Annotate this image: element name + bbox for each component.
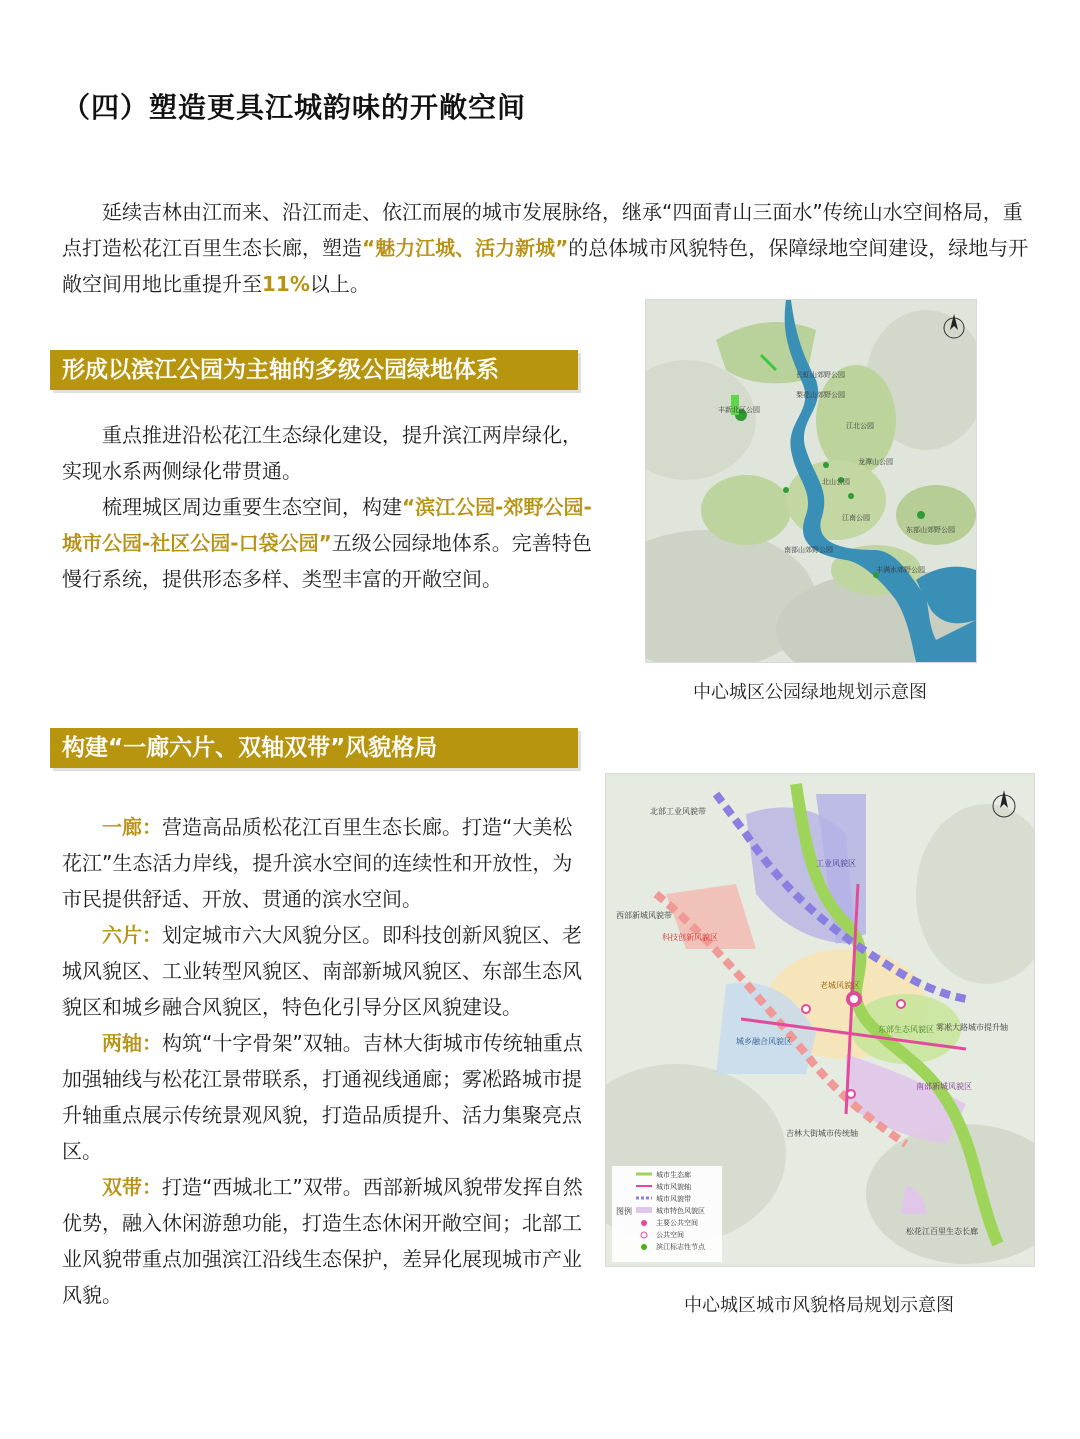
section1-p2-text-a: 梳理城区周边重要生态空间，构建	[102, 495, 402, 519]
intro-highlight-1: “魅力江城、活力新城”	[362, 236, 569, 260]
item-4-lead: 双带：	[102, 1175, 162, 1199]
legend-item-5: 主要公共空间	[656, 1219, 698, 1227]
item-2-text: 划定城市六大风貌分区。即科技创新风貌区、老城风貌区、工业转型风貌区、南部新城风貌区、东部生态风貌区和城乡融合风貌区，特色化引导分区风貌建设。	[62, 923, 582, 1019]
label-old: 老城风貌区	[820, 981, 860, 990]
park-label-e: 龙潭山公园	[858, 458, 893, 466]
park-label-i: 丰满水郊野公园	[876, 566, 925, 574]
label-north-belt: 北部工业风貌带	[650, 807, 706, 816]
legend-item-3: 城市风貌带	[656, 1195, 691, 1203]
park-label-a: 长虹山郊野公园	[796, 371, 845, 379]
park-label-j: 南部山郊野公园	[784, 546, 833, 554]
item-3-lead: 两轴：	[102, 1031, 162, 1055]
park-label-b: 梨花山郊野公园	[796, 391, 845, 399]
park-label-g: 江南公园	[842, 514, 870, 522]
item-2-lead: 六片：	[102, 923, 162, 947]
park-label-f: 北山公园	[822, 478, 850, 486]
section1-p2-highlight: “滨江公园-郊野公园-城市公园-社区公园-口袋公园”	[62, 495, 592, 555]
section1-banner: 形成以滨江公园为主轴的多级公园绿地体系	[50, 350, 578, 390]
style-map-svg	[606, 774, 1034, 1266]
section1-paragraph-1: 重点推进沿松花江生态绿化建设，提升滨江两岸绿化，实现水系两侧绿化带贯通。	[62, 423, 582, 483]
label-south: 南部新城风貌区	[916, 1082, 972, 1091]
section2-item-4	[62, 1169, 592, 1313]
park-green-map	[645, 299, 977, 663]
legend-item-1: 城市生态廊	[656, 1171, 691, 1179]
section2-body	[62, 809, 592, 1313]
label-tech: 科技创新风貌区	[662, 933, 718, 942]
label-corridor: 松花江百里生态长廊	[906, 1227, 978, 1236]
intro-text-1: 延续吉林由江而来、沿江而走、依江而展的城市发展脉络，继承“四面青山三面水”传统山水空间格局，重点打造松花江百里生态长廊，塑造	[62, 200, 1023, 260]
label-industry: 工业风貌区	[816, 859, 856, 868]
section1-p2-text-b: 五级公园绿地体系。完善特色慢行系统，提供形态多样、类型丰富的开敞空间。	[62, 531, 592, 591]
legend-item-7: 滨江标志性节点	[656, 1243, 705, 1251]
label-rural: 城乡融合风貌区	[736, 1037, 792, 1046]
intro-text-3: 以上。	[309, 272, 370, 296]
style-pattern-map	[605, 773, 1035, 1267]
legend-item-6: 公共空间	[656, 1231, 684, 1239]
park-label-d: 江北公园	[846, 422, 874, 430]
item-1-lead: 一廊：	[102, 815, 162, 839]
label-axis1: 雾凇大路城市提升轴	[936, 1023, 1008, 1032]
park-map-caption: 中心城区公园绿地规划示意图	[693, 682, 927, 703]
item-3-text: 构筑“十字骨架”双轴。吉林大街城市传统轴重点加强轴线与松花江景带联系，打通视线通廊；雾凇路城市提升轴重点展示传统景观风貌，打造品质提升、活力集聚亮点区。	[62, 1031, 583, 1163]
section2-item-3	[62, 1025, 592, 1169]
label-axis2: 吉林大街城市传统轴	[786, 1129, 858, 1138]
style-map-caption: 中心城区城市风貌格局规划示意图	[684, 1295, 954, 1316]
park-map-svg	[646, 300, 976, 662]
item-4-text: 打造“西城北工”双带。西部新城风貌带发挥自然优势，融入休闲游憩功能，打造生态休闲开敞空间；北部工业风貌带重点加强滨江沿线生态保护，差异化展现城市产业风貌。	[62, 1175, 583, 1307]
legend-item-4: 城市特色风貌区	[656, 1207, 705, 1215]
section2-item-1	[62, 809, 592, 917]
intro-paragraph	[62, 194, 1037, 302]
label-west-belt: 西部新城风貌带	[616, 911, 672, 920]
park-label-h: 东部山郊野公园	[906, 526, 955, 534]
label-east: 东部生态风貌区	[878, 1025, 934, 1034]
section1-paragraph-2	[62, 489, 592, 597]
legend-item-2: 城市风貌轴	[656, 1183, 691, 1191]
section2-banner: 构建“一廊六片、双轴双带”风貌格局	[50, 728, 578, 768]
legend-title: 图例	[616, 1207, 632, 1216]
section2-item-2	[62, 917, 592, 1025]
page-title: （四）塑造更具江城韵味的开敞空间	[62, 91, 527, 124]
item-1-text: 营造高品质松花江百里生态长廊。打造“大美松花江”生态活力岸线，提升滨水空间的连续性和开放性，为市民提供舒适、开放、贯通的滨水空间。	[62, 815, 573, 911]
map-legend	[612, 1166, 722, 1262]
park-label-c: 丰新北区公园	[718, 406, 760, 414]
intro-highlight-2: 11%	[262, 272, 310, 296]
intro-text-2: 的总体城市风貌特色，保障绿地空间建设，绿地与开敞空间用地比重提升至	[62, 236, 1029, 296]
